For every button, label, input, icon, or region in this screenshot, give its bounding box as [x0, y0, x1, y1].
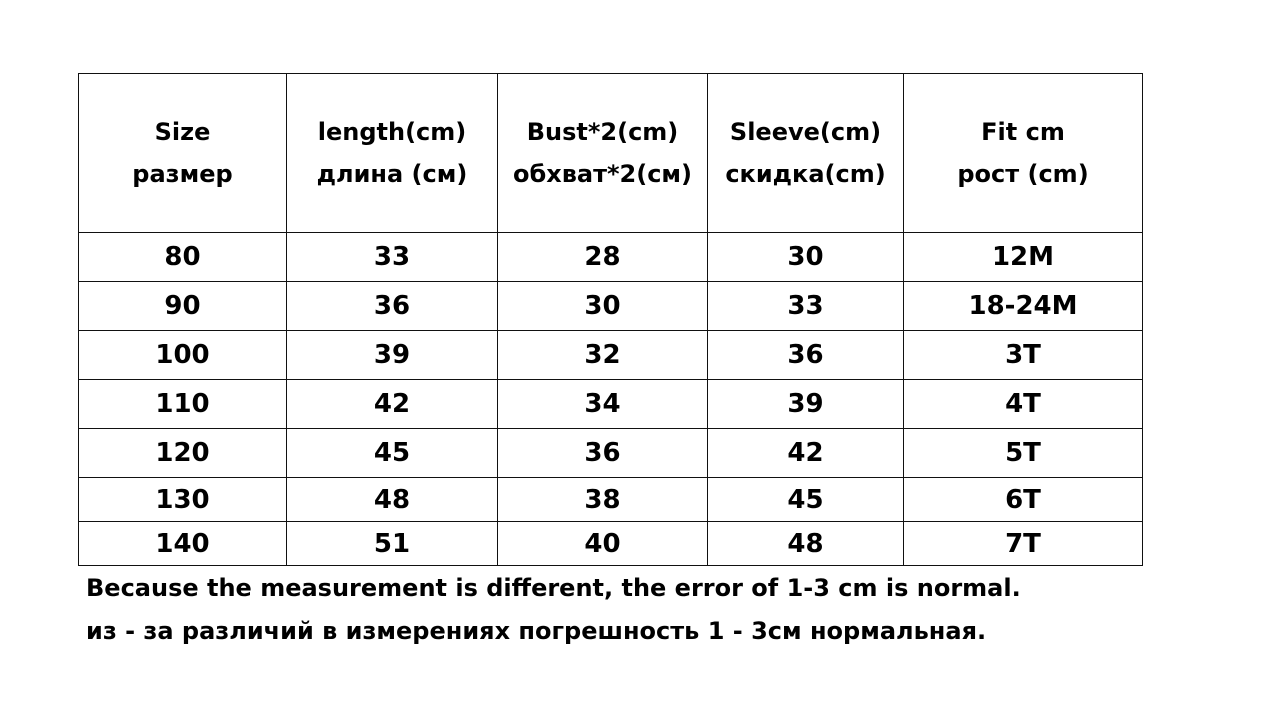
cell-sleeve: 45 [708, 478, 904, 522]
size-chart-table [78, 73, 1143, 566]
cell-fit: 6T [904, 478, 1143, 522]
cell-size: 90 [79, 282, 287, 331]
cell-fit: 18-24M [904, 282, 1143, 331]
header-fit-ru: рост (cm) [957, 160, 1089, 188]
table-row [79, 331, 1143, 380]
header-bust-en: Bust*2(cm) [526, 118, 679, 146]
cell-length: 39 [287, 331, 498, 380]
cell-fit: 4T [904, 380, 1143, 429]
cell-length: 36 [287, 282, 498, 331]
header-size-en: Size [154, 118, 211, 146]
table-row [79, 282, 1143, 331]
cell-size: 140 [79, 522, 287, 566]
cell-fit: 3T [904, 331, 1143, 380]
cell-size: 130 [79, 478, 287, 522]
cell-length: 48 [287, 478, 498, 522]
table-row [79, 380, 1143, 429]
cell-sleeve: 39 [708, 380, 904, 429]
header-size-ru: размер [132, 160, 233, 188]
header-sleeve-en: Sleeve(cm) [729, 118, 882, 146]
cell-sleeve: 48 [708, 522, 904, 566]
cell-length: 42 [287, 380, 498, 429]
cell-bust: 36 [498, 429, 708, 478]
cell-bust: 28 [498, 233, 708, 282]
cell-size: 120 [79, 429, 287, 478]
header-fit-en: Fit cm [981, 118, 1065, 146]
cell-sleeve: 36 [708, 331, 904, 380]
header-bust [498, 74, 708, 233]
header-bust-ru: обхват*2(см) [512, 160, 693, 188]
cell-size: 100 [79, 331, 287, 380]
table-row [79, 478, 1143, 522]
cell-fit: 5T [904, 429, 1143, 478]
header-length [287, 74, 498, 233]
cell-bust: 30 [498, 282, 708, 331]
cell-size: 80 [79, 233, 287, 282]
header-size [79, 74, 287, 233]
header-fit [904, 74, 1143, 233]
table-row [79, 233, 1143, 282]
header-row [79, 74, 1143, 233]
cell-length: 33 [287, 233, 498, 282]
header-length-en: length(cm) [317, 118, 467, 146]
header-sleeve-ru: скидка(cm) [725, 160, 886, 188]
cell-sleeve: 33 [708, 282, 904, 331]
measurement-note-en: Because the measurement is different, the error of 1-3 cm is normal. [86, 574, 1021, 602]
table-row [79, 522, 1143, 566]
cell-sleeve: 30 [708, 233, 904, 282]
cell-fit: 12M [904, 233, 1143, 282]
cell-bust: 38 [498, 478, 708, 522]
cell-bust: 40 [498, 522, 708, 566]
table-row [79, 429, 1143, 478]
cell-length: 51 [287, 522, 498, 566]
measurement-note-ru: из - за различий в измерениях погрешность 1 - 3см нормальная. [86, 617, 987, 645]
header-sleeve [708, 74, 904, 233]
header-length-ru: длина (см) [316, 160, 468, 188]
cell-length: 45 [287, 429, 498, 478]
cell-size: 110 [79, 380, 287, 429]
cell-bust: 32 [498, 331, 708, 380]
cell-fit: 7T [904, 522, 1143, 566]
cell-bust: 34 [498, 380, 708, 429]
cell-sleeve: 42 [708, 429, 904, 478]
